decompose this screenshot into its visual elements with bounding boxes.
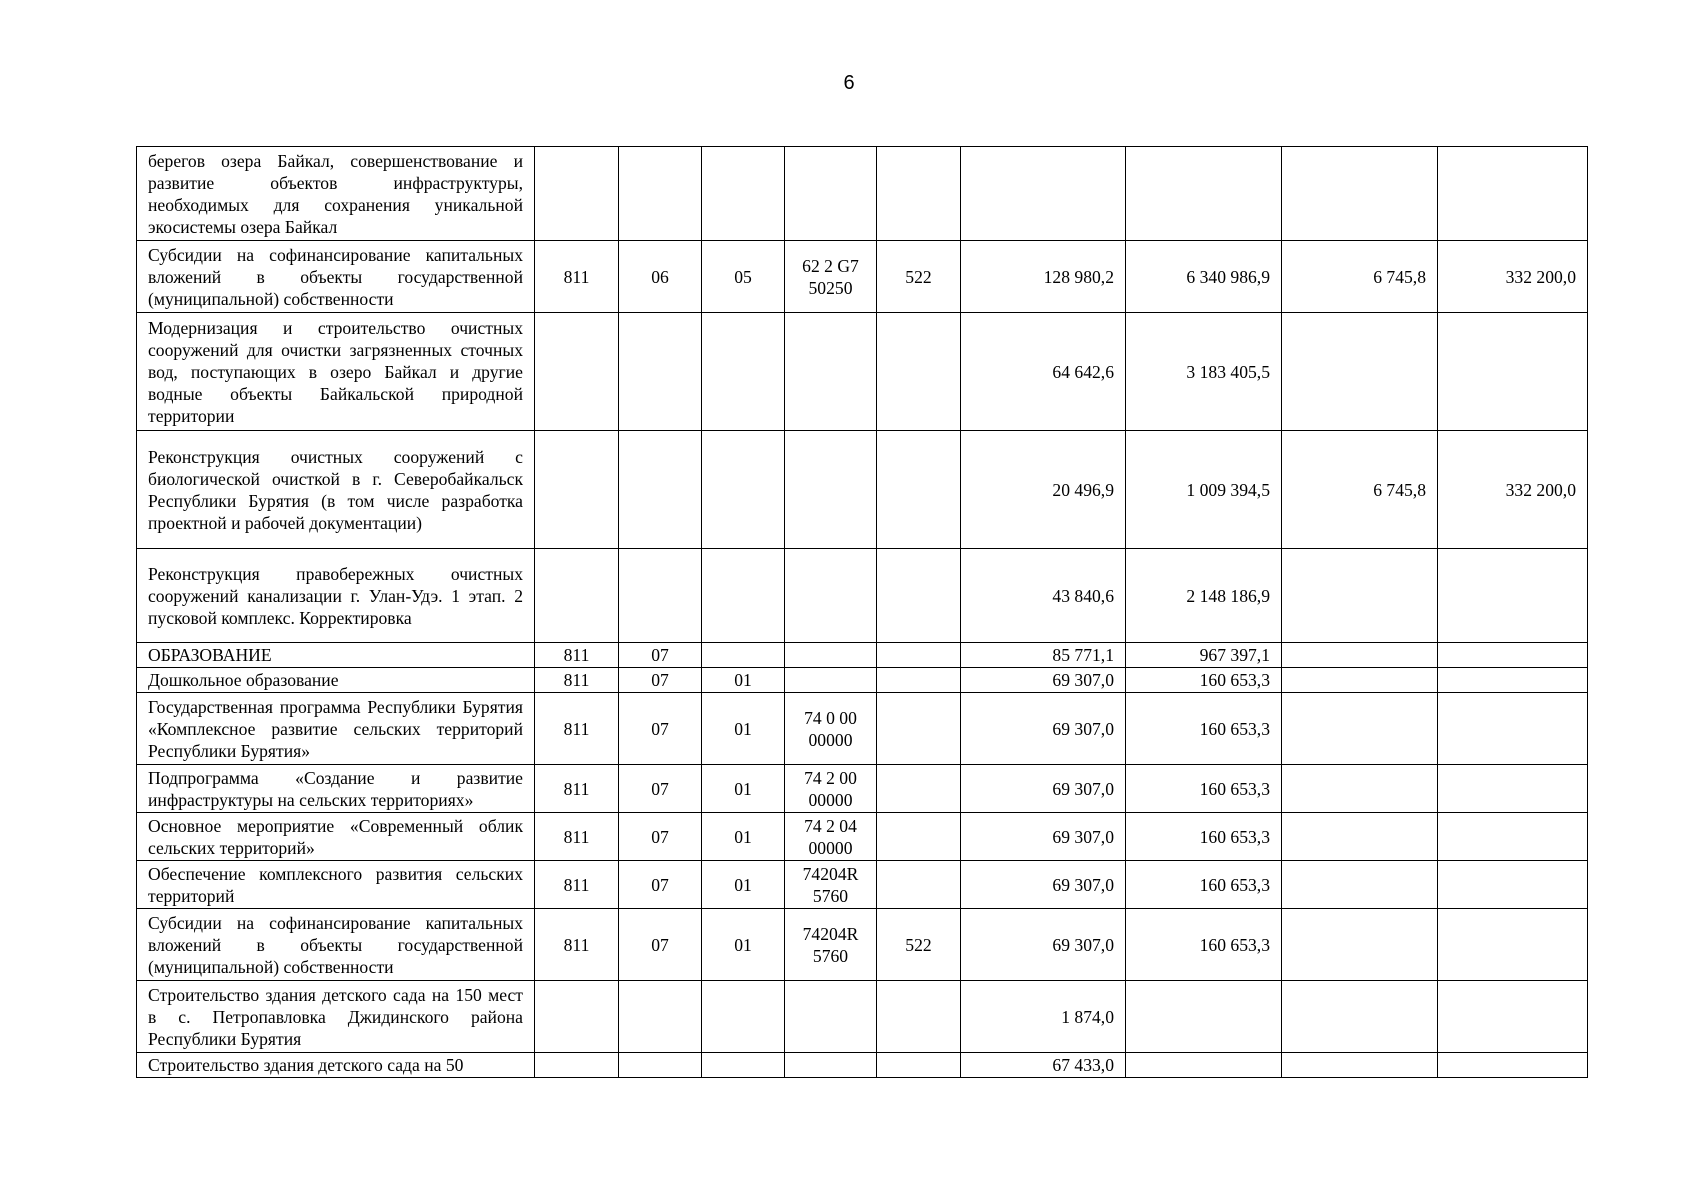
cell-section-code: 07 [619, 668, 702, 693]
cell-subsection-code: 01 [702, 765, 785, 813]
cell-amount-1: 20 496,9 [961, 431, 1126, 549]
cell-amount-3: 6 745,8 [1282, 241, 1438, 313]
cell-row-name: Субсидии на софинансирование капитальных вложений в объекты государственной (муниципальной) собственности [137, 909, 535, 981]
cell-ministry-code: 811 [535, 693, 619, 765]
cell-section-code [619, 431, 702, 549]
cell-amount-3 [1282, 861, 1438, 909]
cell-expense-type [877, 981, 961, 1053]
table-row [137, 765, 1588, 813]
cell-row-name: берегов озера Байкал, совершенствование и развитие объектов инфраструктуры, необходимых для сохранения уникальной экосистемы озера Байкал [137, 147, 535, 241]
cell-row-name: Дошкольное образование [137, 668, 535, 693]
cell-amount-2 [1126, 981, 1282, 1053]
cell-ministry-code: 811 [535, 668, 619, 693]
table-row [137, 693, 1588, 765]
table-row [137, 313, 1588, 431]
table-row [137, 909, 1588, 981]
cell-amount-4 [1438, 313, 1588, 431]
cell-subsection-code: 01 [702, 693, 785, 765]
cell-expense-type [877, 693, 961, 765]
cell-amount-4 [1438, 147, 1588, 241]
cell-amount-1: 69 307,0 [961, 909, 1126, 981]
cell-expense-type [877, 861, 961, 909]
cell-ministry-code [535, 981, 619, 1053]
cell-ministry-code: 811 [535, 643, 619, 668]
cell-amount-4 [1438, 693, 1588, 765]
cell-expense-type [877, 313, 961, 431]
cell-amount-2: 3 183 405,5 [1126, 313, 1282, 431]
cell-target-article [785, 981, 877, 1053]
cell-target-article [785, 431, 877, 549]
cell-section-code: 07 [619, 643, 702, 668]
cell-section-code: 07 [619, 693, 702, 765]
cell-subsection-code [702, 643, 785, 668]
cell-amount-2: 967 397,1 [1126, 643, 1282, 668]
cell-section-code: 07 [619, 909, 702, 981]
cell-subsection-code: 01 [702, 861, 785, 909]
cell-subsection-code [702, 981, 785, 1053]
cell-amount-3: 6 745,8 [1282, 431, 1438, 549]
cell-amount-1: 69 307,0 [961, 813, 1126, 861]
cell-target-article: 62 2 G7 50250 [785, 241, 877, 313]
cell-target-article [785, 549, 877, 643]
cell-row-name: Реконструкция очистных сооружений с биологической очисткой в г. Северобайкальск Республики Бурятия (в том числе разработка проектной и рабочей документации) [137, 431, 535, 549]
cell-expense-type: 522 [877, 909, 961, 981]
cell-row-name: Модернизация и строительство очистных сооружений для очистки загрязненных сточных вод, поступающих в озеро Байкал и другие водные объекты Байкальской природной территории [137, 313, 535, 431]
cell-row-name: Подпрограмма «Создание и развитие инфраструктуры на сельских территориях» [137, 765, 535, 813]
cell-amount-2 [1126, 1053, 1282, 1078]
cell-row-name: Обеспечение комплексного развития сельских территорий [137, 861, 535, 909]
cell-target-article [785, 313, 877, 431]
cell-subsection-code: 05 [702, 241, 785, 313]
cell-section-code [619, 147, 702, 241]
cell-amount-1 [961, 147, 1126, 241]
cell-ministry-code: 811 [535, 765, 619, 813]
cell-amount-2: 6 340 986,9 [1126, 241, 1282, 313]
table-row [137, 668, 1588, 693]
cell-row-name: Строительство здания детского сада на 50 [137, 1053, 535, 1078]
table-row [137, 813, 1588, 861]
cell-amount-2: 1 009 394,5 [1126, 431, 1282, 549]
cell-amount-3 [1282, 1053, 1438, 1078]
cell-amount-4: 332 200,0 [1438, 431, 1588, 549]
cell-target-article [785, 643, 877, 668]
cell-amount-2: 160 653,3 [1126, 693, 1282, 765]
cell-amount-1: 69 307,0 [961, 693, 1126, 765]
cell-ministry-code: 811 [535, 813, 619, 861]
cell-amount-4 [1438, 981, 1588, 1053]
cell-amount-3 [1282, 313, 1438, 431]
cell-ministry-code: 811 [535, 241, 619, 313]
cell-row-name: Субсидии на софинансирование капитальных вложений в объекты государственной (муниципальной) собственности [137, 241, 535, 313]
cell-amount-4 [1438, 909, 1588, 981]
cell-amount-2: 160 653,3 [1126, 765, 1282, 813]
cell-amount-1: 69 307,0 [961, 668, 1126, 693]
table-row [137, 861, 1588, 909]
cell-section-code: 06 [619, 241, 702, 313]
cell-amount-1: 85 771,1 [961, 643, 1126, 668]
cell-subsection-code [702, 313, 785, 431]
cell-ministry-code [535, 147, 619, 241]
cell-row-name: Строительство здания детского сада на 150 мест в с. Петропавловка Джидинского района Республики Бурятия [137, 981, 535, 1053]
cell-amount-4 [1438, 668, 1588, 693]
cell-amount-2 [1126, 147, 1282, 241]
cell-amount-3 [1282, 981, 1438, 1053]
cell-amount-1: 64 642,6 [961, 313, 1126, 431]
cell-amount-3 [1282, 668, 1438, 693]
cell-target-article [785, 668, 877, 693]
cell-amount-4 [1438, 861, 1588, 909]
cell-expense-type: 522 [877, 241, 961, 313]
cell-amount-4 [1438, 765, 1588, 813]
cell-expense-type [877, 431, 961, 549]
cell-amount-3 [1282, 813, 1438, 861]
cell-row-name: ОБРАЗОВАНИЕ [137, 643, 535, 668]
cell-amount-1: 1 874,0 [961, 981, 1126, 1053]
cell-subsection-code: 01 [702, 668, 785, 693]
cell-row-name: Реконструкция правобережных очистных сооружений канализации г. Улан-Удэ. 1 этап. 2 пусковой комплекс. Корректировка [137, 549, 535, 643]
cell-ministry-code: 811 [535, 909, 619, 981]
cell-section-code: 07 [619, 813, 702, 861]
cell-amount-3 [1282, 643, 1438, 668]
table-row [137, 981, 1588, 1053]
cell-amount-3 [1282, 765, 1438, 813]
cell-amount-2: 160 653,3 [1126, 909, 1282, 981]
cell-ministry-code [535, 549, 619, 643]
cell-section-code [619, 1053, 702, 1078]
cell-amount-4 [1438, 1053, 1588, 1078]
cell-subsection-code: 01 [702, 909, 785, 981]
cell-amount-4 [1438, 549, 1588, 643]
cell-expense-type [877, 643, 961, 668]
cell-expense-type [877, 549, 961, 643]
cell-target-article: 74 0 00 00000 [785, 693, 877, 765]
cell-expense-type [877, 765, 961, 813]
cell-amount-4: 332 200,0 [1438, 241, 1588, 313]
cell-amount-1: 69 307,0 [961, 765, 1126, 813]
cell-ministry-code [535, 431, 619, 549]
cell-section-code [619, 549, 702, 643]
cell-ministry-code [535, 1053, 619, 1078]
cell-subsection-code [702, 147, 785, 241]
cell-subsection-code: 01 [702, 813, 785, 861]
cell-row-name: Государственная программа Республики Бурятия «Комплексное развитие сельских территорий Республики Бурятия» [137, 693, 535, 765]
cell-ministry-code: 811 [535, 861, 619, 909]
cell-amount-3 [1282, 909, 1438, 981]
cell-section-code: 07 [619, 861, 702, 909]
cell-target-article: 74 2 04 00000 [785, 813, 877, 861]
table-row [137, 549, 1588, 643]
cell-amount-1: 43 840,6 [961, 549, 1126, 643]
cell-amount-1: 128 980,2 [961, 241, 1126, 313]
cell-amount-4 [1438, 643, 1588, 668]
table-row [137, 1053, 1588, 1078]
cell-expense-type [877, 813, 961, 861]
cell-amount-2: 160 653,3 [1126, 668, 1282, 693]
cell-expense-type [877, 1053, 961, 1078]
cell-target-article: 74 2 00 00000 [785, 765, 877, 813]
cell-ministry-code [535, 313, 619, 431]
cell-subsection-code [702, 1053, 785, 1078]
cell-section-code [619, 981, 702, 1053]
budget-table [136, 146, 1588, 1078]
cell-amount-3 [1282, 147, 1438, 241]
cell-amount-2: 160 653,3 [1126, 813, 1282, 861]
table-row [137, 431, 1588, 549]
cell-row-name: Основное мероприятие «Современный облик сельских территорий» [137, 813, 535, 861]
cell-target-article: 74204R 5760 [785, 861, 877, 909]
cell-section-code: 07 [619, 765, 702, 813]
cell-target-article [785, 1053, 877, 1078]
cell-target-article: 74204R 5760 [785, 909, 877, 981]
cell-amount-1: 67 433,0 [961, 1053, 1126, 1078]
table-row [137, 147, 1588, 241]
cell-amount-2: 160 653,3 [1126, 861, 1282, 909]
cell-section-code [619, 313, 702, 431]
cell-subsection-code [702, 549, 785, 643]
cell-expense-type [877, 147, 961, 241]
cell-amount-3 [1282, 549, 1438, 643]
page-number: 6 [843, 72, 855, 94]
cell-expense-type [877, 668, 961, 693]
table-row [137, 643, 1588, 668]
cell-amount-4 [1438, 813, 1588, 861]
cell-target-article [785, 147, 877, 241]
cell-subsection-code [702, 431, 785, 549]
cell-amount-3 [1282, 693, 1438, 765]
cell-amount-1: 69 307,0 [961, 861, 1126, 909]
cell-amount-2: 2 148 186,9 [1126, 549, 1282, 643]
table-row [137, 241, 1588, 313]
